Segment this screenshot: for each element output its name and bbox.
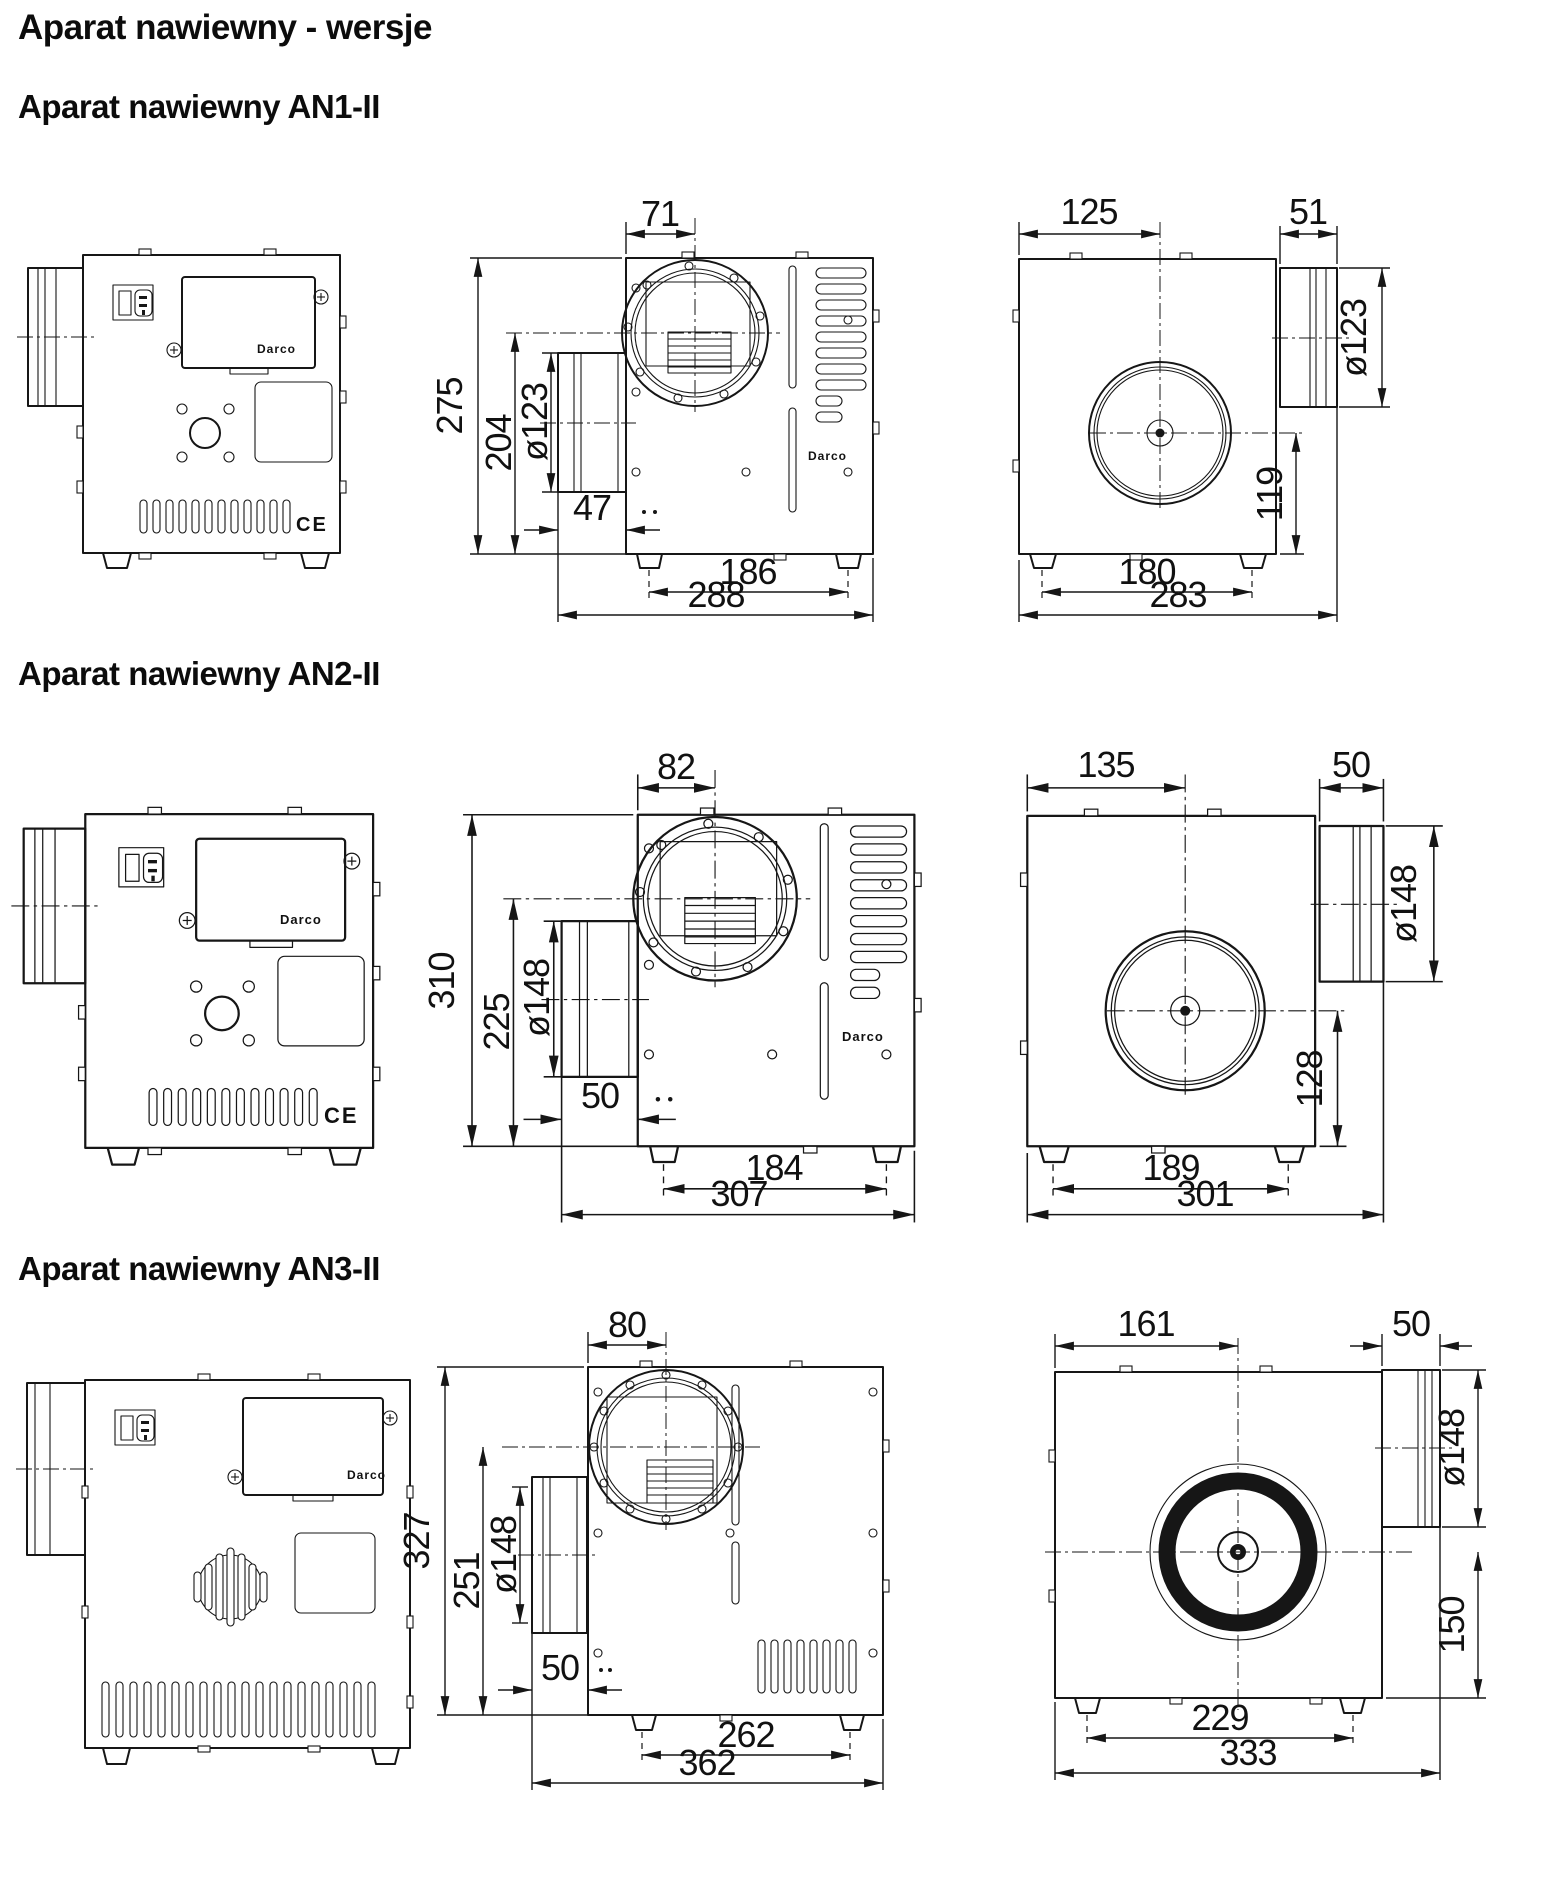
dim-feet: 180 <box>1118 551 1176 592</box>
dim-spigot: 50 <box>540 1647 580 1688</box>
dim-depth-total: 288 <box>687 574 745 615</box>
ce-mark-icon: CE <box>296 514 328 536</box>
dim-depth-total: 362 <box>678 1742 736 1783</box>
brand-logo: Darco <box>257 342 297 356</box>
dim-height-total: 327 <box>396 1512 437 1570</box>
dim-top: 80 <box>607 1304 647 1345</box>
dim-feet: 186 <box>719 551 777 592</box>
dim-feet: 229 <box>1191 1697 1249 1738</box>
dim-axis-height: 225 <box>476 993 517 1051</box>
dim-spigot: 51 <box>1288 191 1328 232</box>
section-heading-an1: Aparat nawiewny AN1-II <box>18 88 380 125</box>
dim-width-total: 333 <box>1219 1732 1277 1773</box>
ce-mark-icon: CE <box>324 1103 359 1128</box>
an3-side-view-drawing <box>370 1290 1060 1890</box>
dim-axis-from-left: 125 <box>1060 191 1118 232</box>
section-heading-an2: Aparat nawiewny AN2-II <box>18 655 380 692</box>
an1-front-view-drawing <box>14 196 350 586</box>
dim-axis-from-left: 161 <box>1117 1303 1175 1344</box>
dim-duct-dia: ø123 <box>1333 298 1374 378</box>
an1-back-view-drawing <box>950 160 1535 630</box>
an3-front-view-drawing <box>8 1336 428 1836</box>
dim-axis-to-base: 150 <box>1431 1596 1472 1654</box>
brand-logo: Darco <box>347 1468 387 1482</box>
dim-depth-total: 307 <box>710 1173 768 1214</box>
dim-axis-height: 251 <box>446 1552 487 1610</box>
dim-axis-height: 204 <box>478 414 519 472</box>
an2-back-view-drawing <box>950 705 1550 1265</box>
dim-duct-dia: ø148 <box>1431 1408 1472 1488</box>
dim-feet: 189 <box>1142 1147 1200 1188</box>
an3-back-view-drawing <box>1020 1290 1556 1890</box>
dim-spigot: 50 <box>1331 744 1371 785</box>
page-title: Aparat nawiewny - wersje <box>18 8 432 47</box>
dim-duct-dia: ø123 <box>514 382 555 462</box>
dim-spigot: 50 <box>580 1075 620 1116</box>
dim-axis-to-base: 119 <box>1249 466 1290 522</box>
dim-width-total: 283 <box>1149 574 1207 615</box>
dim-spigot: 47 <box>572 487 612 528</box>
section-heading-an3: Aparat nawiewny AN3-II <box>18 1250 380 1287</box>
dim-feet: 262 <box>717 1714 775 1755</box>
brand-logo: Darco <box>280 912 322 927</box>
an2-front-view-drawing <box>8 748 388 1218</box>
dim-height-total: 310 <box>421 952 462 1010</box>
dim-top: 71 <box>640 193 680 234</box>
dim-height-total: 275 <box>429 377 470 435</box>
dim-duct-dia: ø148 <box>1383 864 1424 944</box>
dim-width-total: 301 <box>1176 1173 1234 1214</box>
dim-top: 82 <box>656 746 696 787</box>
dim-axis-to-base: 128 <box>1289 1050 1330 1108</box>
an1-side-view-drawing <box>378 160 953 630</box>
back-view-geometry <box>1013 222 1390 622</box>
dim-axis-from-left: 135 <box>1077 744 1135 785</box>
dim-feet: 184 <box>745 1147 803 1188</box>
brand-logo: Darco <box>842 1029 884 1044</box>
brand-logo: Darco <box>808 449 848 463</box>
dim-duct-dia: ø148 <box>483 1515 524 1595</box>
dim-spigot: 50 <box>1391 1303 1431 1344</box>
dim-duct-dia: ø148 <box>516 958 557 1038</box>
an2-side-view-drawing <box>360 705 960 1265</box>
back-view-geometry <box>1045 1334 1486 1780</box>
front-view-geometry <box>16 1374 413 1764</box>
